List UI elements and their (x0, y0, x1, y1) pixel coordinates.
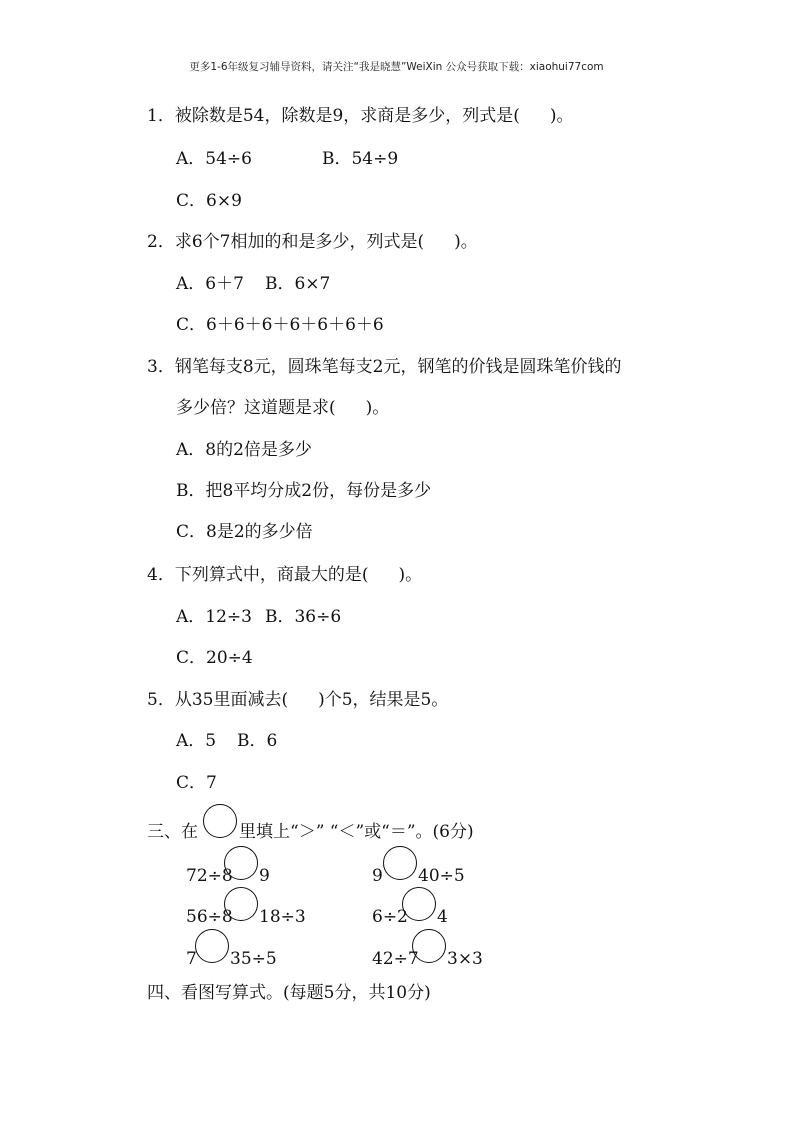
question-3-option-c: C．8是2的多少倍 (176, 522, 313, 542)
comparison-4-right: 4 (437, 907, 448, 927)
question-5-stem: 5．从35里面减去( )个5，结果是5。 (147, 690, 449, 710)
question-2-option-c: C．6＋6＋6＋6＋6＋6＋6 (176, 315, 384, 335)
comparison-2-right: 40÷5 (418, 866, 465, 886)
question-2-option-a: A．6＋7 (176, 274, 244, 294)
question-4-stem: 4．下列算式中，商最大的是( )。 (147, 565, 423, 585)
section-3-title-pre: 三、在 (147, 822, 198, 842)
question-3-stem-line1: 3．钢笔每支8元，圆珠笔每支2元，钢笔的价钱是圆珠笔价钱的 (147, 357, 622, 377)
comparison-6-answer-circle[interactable] (412, 929, 446, 963)
section-3-title-post: 里填上“＞” “＜”或“＝”。(6分) (239, 822, 474, 842)
comparison-5-left: 7 (186, 949, 197, 969)
question-1-option-a: A．54÷6 (176, 149, 252, 169)
comparison-4-answer-circle[interactable] (402, 887, 436, 921)
question-2-stem: 2．求6个7相加的和是多少，列式是( )。 (147, 232, 478, 252)
comparison-1-right: 9 (259, 866, 270, 886)
page-header: 更多1-6年级复习辅导资料，请关注“我是晓慧”WeiXin 公众号获取下载：xiaohui77com (189, 61, 604, 73)
question-4-option-a: A．12÷3 (176, 607, 252, 627)
question-5-option-a: A．5 (176, 731, 217, 751)
comparison-5-right: 35÷5 (230, 949, 277, 969)
comparison-5-answer-circle[interactable] (195, 929, 229, 963)
comparison-4-left: 6÷2 (372, 907, 408, 927)
question-3-option-b: B．把8平均分成2份，每份是多少 (176, 481, 432, 501)
comparison-2-answer-circle[interactable] (383, 846, 417, 880)
question-2-option-b: B．6×7 (265, 274, 331, 294)
comparison-6-right: 3×3 (447, 949, 483, 969)
question-4-option-c: C．20÷4 (176, 648, 253, 668)
question-1-option-c: C．6×9 (176, 191, 242, 211)
question-5-option-b: B．6 (237, 731, 278, 751)
question-1-stem: 1．被除数是54，除数是9，求商是多少，列式是( )。 (147, 106, 574, 126)
comparison-3-right: 18÷3 (259, 907, 306, 927)
answer-circle-example (203, 804, 237, 838)
question-1-option-b: B．54÷9 (322, 149, 399, 169)
comparison-6-left: 42÷7 (372, 949, 419, 969)
section-4-title: 四、看图写算式。(每题5分，共10分) (147, 983, 431, 1003)
comparison-3-answer-circle[interactable] (224, 887, 258, 921)
comparison-1-answer-circle[interactable] (224, 846, 258, 880)
question-3-option-a: A．8的2倍是多少 (176, 440, 312, 460)
question-4-option-b: B．36÷6 (265, 607, 342, 627)
question-3-stem-line2: 多少倍？这道题是求( )。 (176, 398, 390, 418)
comparison-3-left: 56÷8 (186, 907, 233, 927)
comparison-2-left: 9 (372, 866, 383, 886)
question-5-option-c: C．7 (176, 773, 217, 793)
comparison-1-left: 72÷8 (186, 866, 233, 886)
